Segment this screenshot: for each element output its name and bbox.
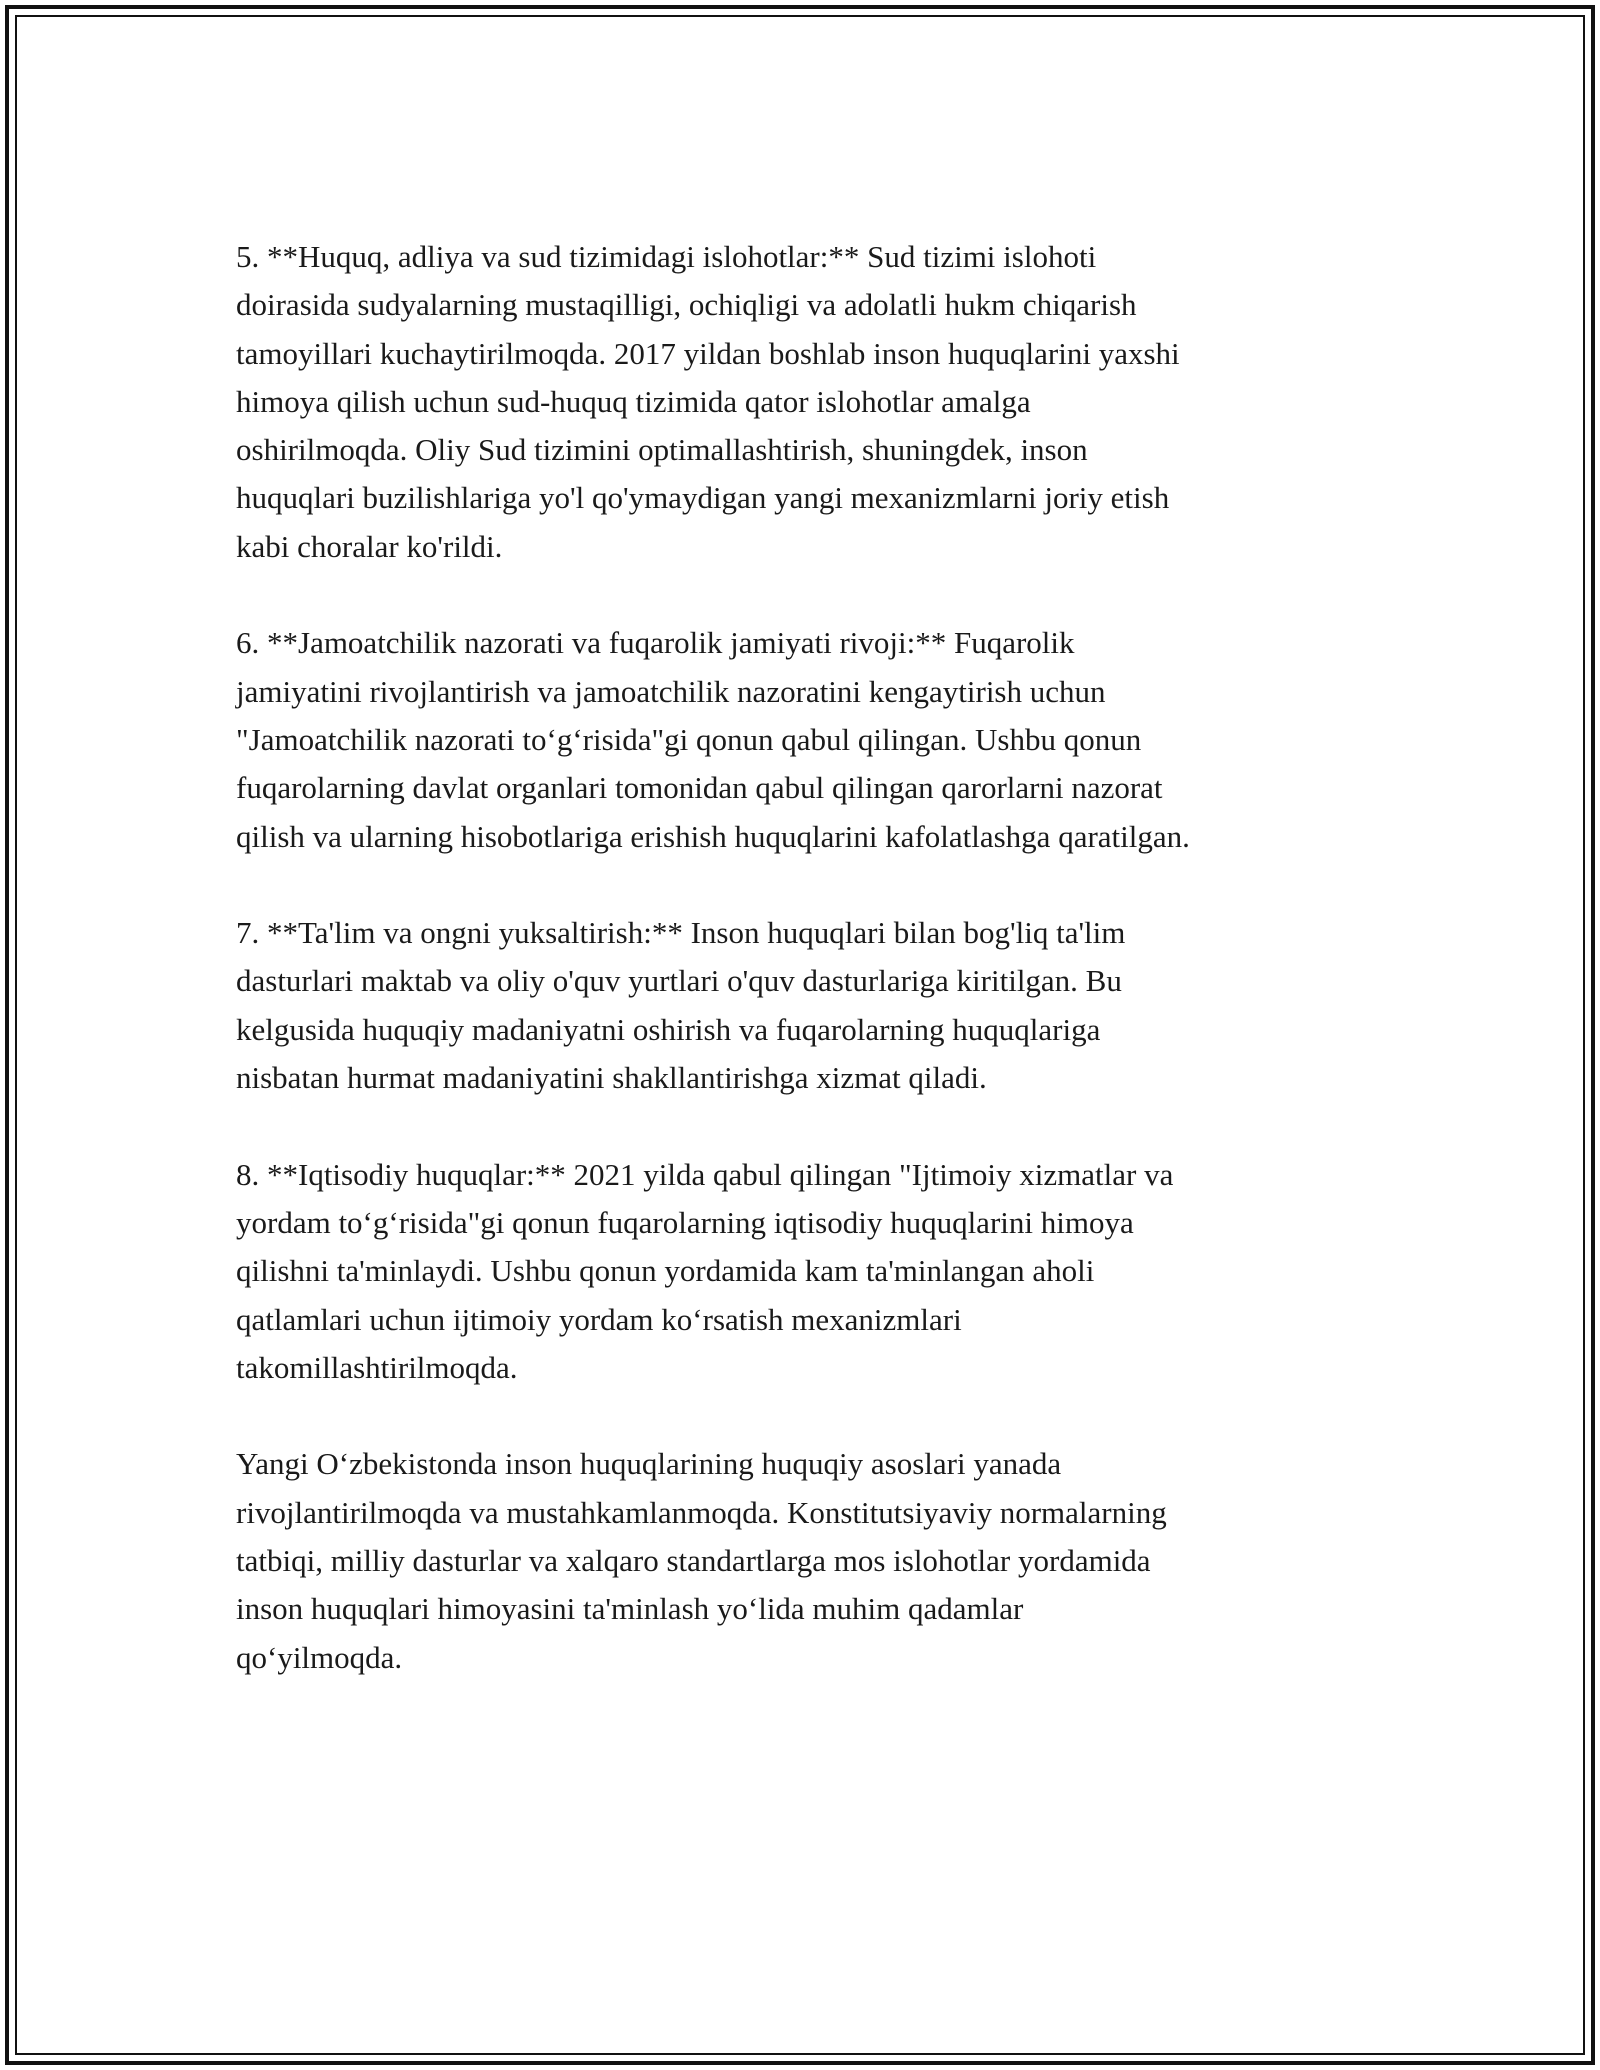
text-line: rivojlantirilmoqda va mustahkamlanmoqda. Konstitutsiyaviy normalarning: [236, 1494, 1167, 1530]
text-line: qilishni ta'minlaydi. Ushbu qonun yordamida kam ta'minlangan aholi: [236, 1253, 1095, 1289]
text-line: fuqarolarning davlat organlari tomonidan qabul qilingan qarorlarni nazorat: [236, 770, 1163, 806]
text-line: qo‘yilmoqda.: [236, 1639, 403, 1675]
text-line: yordam to‘g‘risida"gi qonun fuqarolarning iqtisodiy huquqlarini himoya: [236, 1204, 1134, 1240]
text-line: "Jamoatchilik nazorati to‘g‘risida"gi qonun qabul qilingan. Ushbu qonun: [236, 721, 1142, 757]
text-line: 8. **Iqtisodiy huquqlar:** 2021 yilda qabul qilingan "Ijtimoiy xizmatlar va: [236, 1156, 1174, 1192]
text-line: doirasida sudyalarning mustaqilligi, ochiqligi va adolatli hukm chiqarish: [236, 287, 1137, 323]
paragraph-economic-rights: [236, 1151, 1386, 1392]
text-line: qatlamlari uchun ijtimoiy yordam ko‘rsatish mexanizmlari: [236, 1301, 962, 1337]
text-line: jamiyatini rivojlantirish va jamoatchilik nazoratini kengaytirish uchun: [236, 673, 1106, 709]
paragraph-judicial-reforms: [236, 233, 1386, 571]
text-line: 5. **Huquq, adliya va sud tizimidagi islohotlar:** Sud tizimi islohoti: [236, 239, 1097, 274]
paragraph-education: [236, 909, 1386, 1102]
text-line: kelgusida huquqiy madaniyatni oshirish va fuqarolarning huquqlariga: [236, 1011, 1101, 1047]
paragraph-public-control: [236, 619, 1386, 860]
text-line: 7. **Ta'lim va ongni yuksaltirish:** Inson huquqlari bilan bog'liq ta'lim: [236, 915, 1126, 951]
text-line: tamoyillari kuchaytirilmoqda. 2017 yildan boshlab inson huquqlarini yaxshi: [236, 335, 1180, 371]
paragraph-conclusion: [236, 1440, 1386, 1681]
text-line: tatbiqi, milliy dasturlar va xalqaro standartlarga mos islohotlar yordamida: [236, 1543, 1151, 1579]
text-line: 6. **Jamoatchilik nazorati va fuqarolik jamiyati rivoji:** Fuqarolik: [236, 625, 1075, 661]
text-line: kabi choralar ko'rildi.: [236, 528, 503, 564]
text-line: huquqlari buzilishlariga yo'l qo'ymaydigan yangi mexanizmlarni joriy etish: [236, 480, 1170, 516]
text-line: nisbatan hurmat madaniyatini shakllantirishga xizmat qiladi.: [236, 1060, 987, 1096]
text-line: inson huquqlari himoyasini ta'minlash yo‘lida muhim qadamlar: [236, 1591, 1024, 1627]
text-line: qilish va ularning hisobotlariga erishish huquqlarini kafolatlashga qaratilgan.: [236, 818, 1190, 854]
document-body: [236, 233, 1386, 1730]
text-line: oshirilmoqda. Oliy Sud tizimini optimallashtirish, shuningdek, inson: [236, 432, 1088, 468]
text-line: Yangi O‘zbekistonda inson huquqlarining huquqiy asoslari yanada: [236, 1446, 1062, 1482]
text-line: himoya qilish uchun sud-huquq tizimida qator islohotlar amalga: [236, 383, 1031, 419]
text-line: dasturlari maktab va oliy o'quv yurtlari o'quv dasturlariga kiritilgan. Bu: [236, 963, 1122, 999]
text-line: takomillashtirilmoqda.: [236, 1349, 518, 1385]
